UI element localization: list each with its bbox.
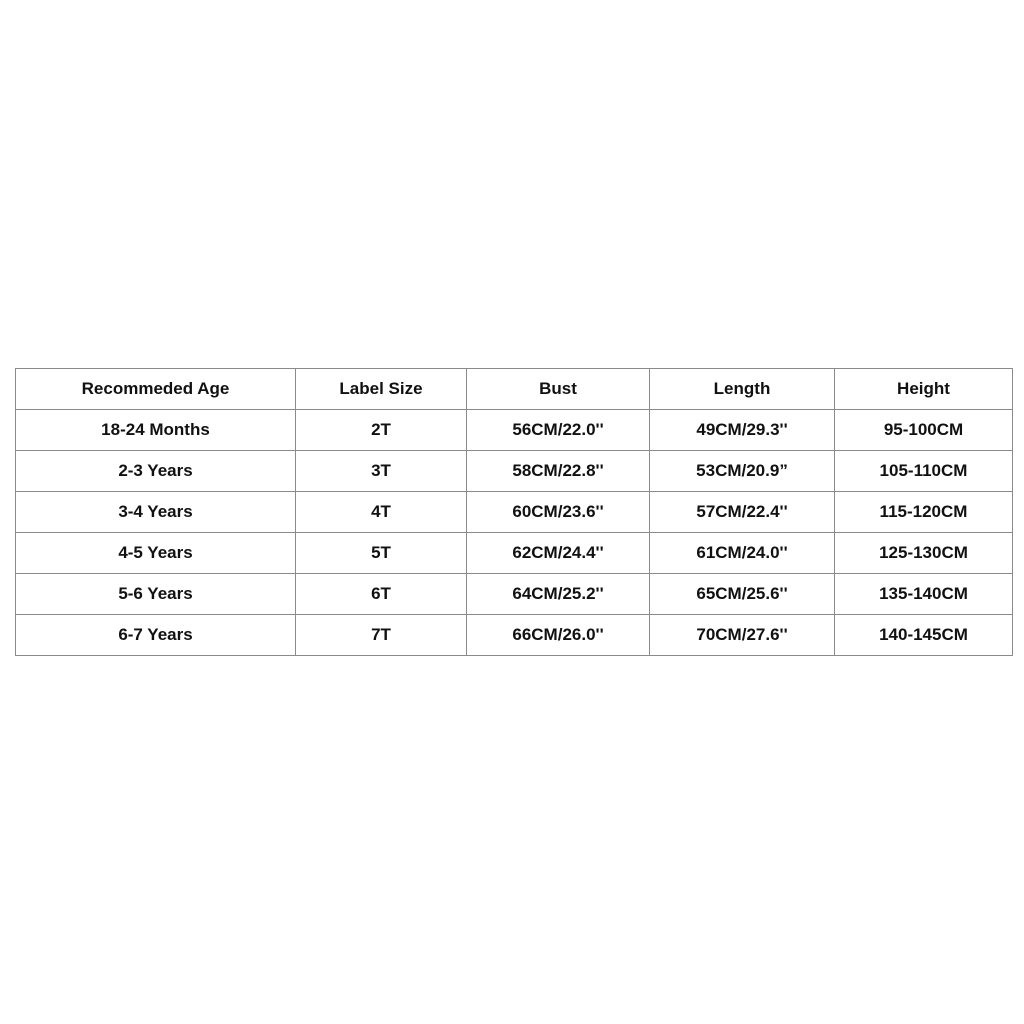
header-label-size: Label Size [296, 369, 467, 410]
cell-height: 115-120CM [835, 492, 1013, 533]
cell-bust: 66CM/26.0'' [467, 615, 650, 656]
table-row [16, 410, 1013, 451]
cell-age: 5-6 Years [16, 574, 296, 615]
table-row [16, 615, 1013, 656]
cell-age: 18-24 Months [16, 410, 296, 451]
table-row [16, 451, 1013, 492]
table-row [16, 533, 1013, 574]
cell-height: 105-110CM [835, 451, 1013, 492]
cell-length: 53CM/20.9” [650, 451, 835, 492]
cell-age: 4-5 Years [16, 533, 296, 574]
cell-bust: 62CM/24.4'' [467, 533, 650, 574]
header-height: Height [835, 369, 1013, 410]
header-bust: Bust [467, 369, 650, 410]
size-chart-table [15, 368, 1013, 656]
cell-length: 65CM/25.6'' [650, 574, 835, 615]
cell-label-size: 4T [296, 492, 467, 533]
header-recommended-age: Recommeded Age [16, 369, 296, 410]
cell-label-size: 3T [296, 451, 467, 492]
table-header-row [16, 369, 1013, 410]
cell-label-size: 7T [296, 615, 467, 656]
cell-label-size: 2T [296, 410, 467, 451]
table-row [16, 492, 1013, 533]
cell-height: 95-100CM [835, 410, 1013, 451]
cell-length: 57CM/22.4'' [650, 492, 835, 533]
table-row [16, 574, 1013, 615]
cell-length: 61CM/24.0'' [650, 533, 835, 574]
cell-label-size: 5T [296, 533, 467, 574]
cell-bust: 56CM/22.0'' [467, 410, 650, 451]
cell-height: 135-140CM [835, 574, 1013, 615]
cell-age: 2-3 Years [16, 451, 296, 492]
cell-age: 6-7 Years [16, 615, 296, 656]
cell-length: 49CM/29.3'' [650, 410, 835, 451]
cell-height: 140-145CM [835, 615, 1013, 656]
cell-age: 3-4 Years [16, 492, 296, 533]
cell-label-size: 6T [296, 574, 467, 615]
cell-bust: 58CM/22.8'' [467, 451, 650, 492]
cell-height: 125-130CM [835, 533, 1013, 574]
cell-bust: 60CM/23.6'' [467, 492, 650, 533]
cell-bust: 64CM/25.2'' [467, 574, 650, 615]
cell-length: 70CM/27.6'' [650, 615, 835, 656]
header-length: Length [650, 369, 835, 410]
